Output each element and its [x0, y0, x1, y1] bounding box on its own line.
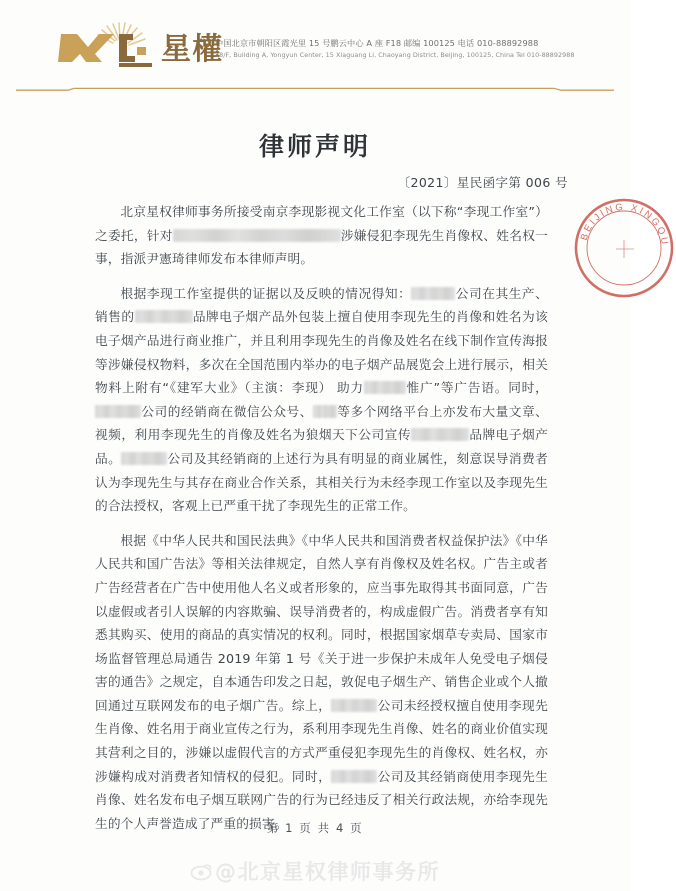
xc-starburst-logo — [57, 23, 165, 67]
para-facts: 根据李现工作室提供的证据以及反映的情况得知： 公司在其生产、销售的 品牌电子烟产品外包装上擅自使用李现先生的肖像和姓名为该电子烟产品进行商业推广，并且利用李现先生的肖像及姓名在线下制作宣传海报等涉嫌侵权物料，多次在全国范围内举办的电子烟产品展览会上进行展示，相关物料上附有“《建军大业》（主演：李现） 助力 惟广”等广告语。同时，公司的经销商在微信公众号、 等多个网络平台上亦发布大量文章、视频，利用李现先生的肖像及姓名为狼烟天下公司宣传 品牌电子烟产品。 公司及其经销商的上述行为具有明显的商业属性，刻意误导消费者认为李现先生与其存在商业合作关系，其相关行为未经李现工作室以及李现先生的合法授权，客观上已严重干扰了李现先生的正常工作。 — [95, 285, 548, 514]
redacted-text — [331, 699, 377, 712]
weibo-eye-icon — [190, 862, 212, 880]
page-number-footer: 第 1 页 共 4 页 — [266, 821, 364, 835]
para-commission: 北京星权律师事务所接受南京李现影视文化工作室（以下称“李现工作室”）之委托，针对 涉嫌侵犯李现先生肖像权、姓名权一事，指派尹憲琦律师发布本律师声明。 — [95, 204, 548, 267]
redacted-text — [364, 381, 406, 394]
document-body — [95, 200, 548, 835]
document-reference-number: 〔2021〕星民函字第 006 号 — [397, 175, 568, 190]
letterhead-address — [215, 38, 575, 60]
redacted-text — [95, 405, 141, 418]
firm-logo — [57, 21, 223, 67]
weibo-watermark-text: @北京星权律师事务所 — [215, 860, 440, 884]
document-title: 律师声明 — [258, 132, 371, 161]
address-english: 18/F, Building A, Yongyun Center, 15 Xiaguang Li, Chaoyang District, Beijing, 100125, China Tel 010-88892988 — [215, 50, 575, 59]
redacted-text — [331, 770, 377, 783]
letterhead — [0, 0, 630, 84]
firm-seal-stamp — [572, 196, 676, 300]
redacted-text — [411, 287, 455, 300]
weibo-watermark — [0, 856, 630, 886]
redacted-text — [173, 229, 341, 242]
firm-logo-chinese: 星權 — [161, 32, 223, 67]
redacted-text — [135, 310, 193, 323]
redacted-text — [313, 405, 337, 418]
gold-divider-rule — [16, 76, 614, 79]
para-law: 根据《中华人民共和国民法典》《中华人民共和国消费者权益保护法》《中华人民共和国广告法》等相关法律规定，自然人享有肖像权及姓名权。广告主或者广告经营者在广告中使用他人名义或者形象的，应当事先取得其书面同意，广告以虚假或者引人误解的内容欺骗、误导消费者的，构成虚假广告。消费者享有知悉其购买、使用的商品的真实情况的权利。同时，根据国家烟草专卖局、国家市场监督管理总局通告 2019 年第 1 号《关于进一步保护未成年人免受电子烟侵害的通告》之规定，自本通告印发之日起，敦促电子烟生产、销售企业或个人撤回通过互联网发布的电子烟广告。综上， 公司未经授权擅自使用李现先生肖像、姓名用于商业宣传之行为，系利用李现先生肖像、姓名的商业价值实现其营利之目的，涉嫌以虚假代言的方式严重侵犯李现先生的肖像权、姓名权，亦涉嫌构成对消费者知情权的侵犯。同时， 公司及其经销商使用李现先生肖像、姓名发布电子烟互联网广告的行为已经违反了相关行政法规，亦给李现先生的个人声誉造成了严重的损害。 — [95, 532, 549, 831]
address-chinese: 中国北京市朝阳区霞光里 15 号鹏云中心 A 座 F18 邮编 100125 电话 010-88892988 — [215, 38, 539, 48]
svg-text:BEIJING XINGQUAN: BEIJING XINGQU — [578, 201, 671, 248]
redacted-text — [411, 428, 469, 441]
redacted-text — [121, 452, 167, 465]
